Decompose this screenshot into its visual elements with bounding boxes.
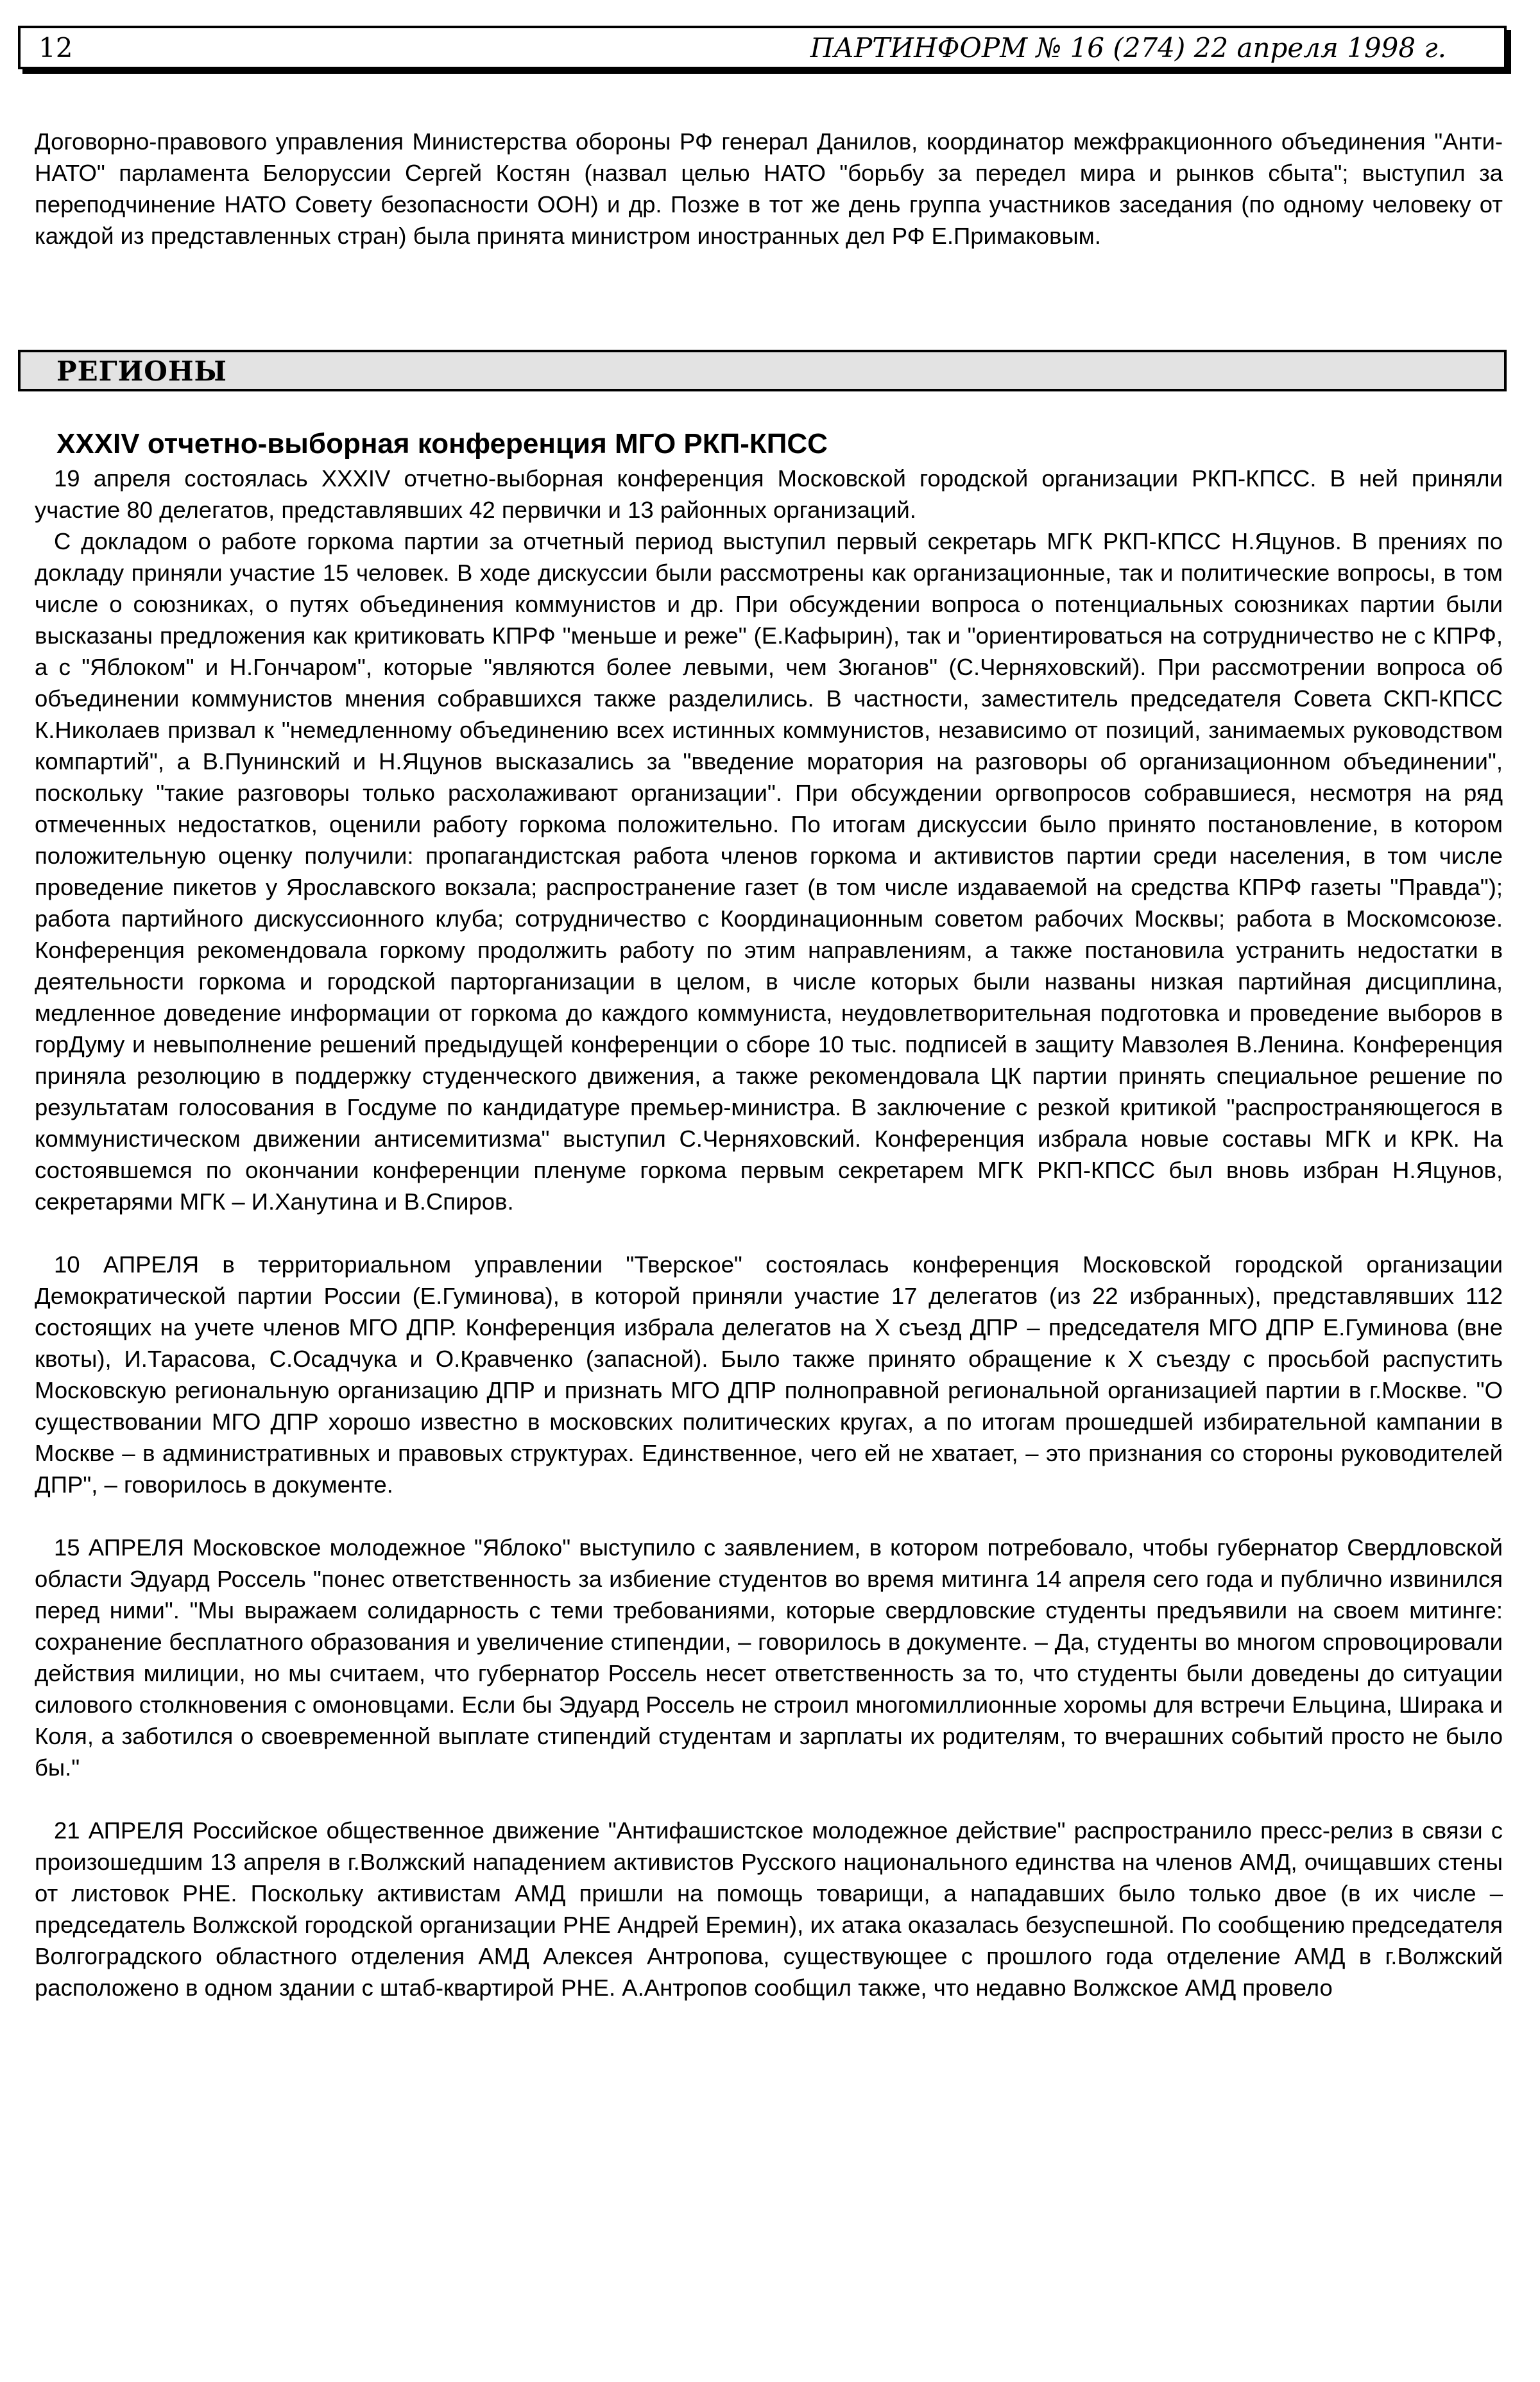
intro-paragraph: Договорно-правового управления Министерства обороны РФ генерал Данилов, координатор межфракционного объединения "Анти-НАТО" парламента Белоруссии Сергей Костян (назвал целью НАТО "борьбу за передел мира и рынков сбыта"; выступил за переподчинение НАТО Совету безопасности ООН) и др. Позже в тот же день группа участников заседания (по одному человеку от каждой из представленных стран) была принята министром иностранных дел РФ Е.Примаковым. (35, 128, 1503, 249)
issue-line: ПАРТИНФОРМ № 16 (274) 22 апреля 1998 г. (810, 32, 1446, 64)
section-title: РЕГИОНЫ (56, 356, 228, 387)
news-item: 15 АПРЕЛЯ Московское молодежное "Яблоко" выступило с заявлением, в котором потребовало, чтобы губернатор Свердловской области Эдуард Россель "понес ответственность за избиение студентов во время митинга 14 апреля сего года и публично извинился перед ними". "Мы выражаем солидарность с теми требованиями, которые свердловские студенты предъявили на своем митинге: сохранение бесплатного образования и увеличение стипендии, – говорилось в документе. – Да, студенты во многом спровоцировали действия милиции, но мы считаем, что губернатор Россель несет ответственность за то, что студенты были доведены до ситуации силового столкновения с омоновцами. Если бы Эдуард Россель не строил многомиллионные хоромы для встречи Ельцина, Ширака и Коля, а заботился о своевременной выплате стипендий студентам и зарплаты их родителям, то вчерашних событий просто не было бы." (35, 1534, 1503, 1781)
news-item: 21 АПРЕЛЯ Российское общественное движение "Антифашистское молодежное действие" распространило пресс-релиз в связи с произошедшим 13 апреля в г.Волжский нападением активистов Русского национального единства на членов АМД, очищавших стены от листовок РНЕ. Поскольку активистам АМД пришли на помощь товарищи, а нападавших было только двое (в их числе – председатель Волжской городской организации РНЕ Андрей Еремин), их атака оказалась безуспешной. По сообщению председателя Волгоградского областного отделения АМД Алексея Антропова, существующее с прошлого года отделение АМД в г.Волжский расположено в одном здании с штаб-квартирой РНЕ. А.Антропов сообщил также, что недавно Волжское АМД провело (35, 1817, 1503, 2001)
page-number: 12 (38, 32, 73, 64)
article-body (35, 463, 1503, 2003)
article-paragraph: С докладом о работе горкома партии за отчетный период выступил первый секретарь МГК РКП-КПСС Н.Яцунов. В прениях по докладу приняли участие 15 человек. В ходе дискуссии были рассмотрены как организационные, так и политические вопросы, в том числе о союзниках, о путях объединения коммунистов и др. При обсуждении вопроса о потенциальных союзниках партии были высказаны предложения как критиковать КПРФ "меньше и реже" (Е.Кафырин), так и "ориентироваться на сотрудничество не с КПРФ, а с "Яблоком" и Н.Гончаром", которые "являются более левыми, чем Зюганов" (С.Черняховский). При рассмотрении вопроса об объединении коммунистов мнения собравшихся также разделились. В частности, заместитель председателя Совета СКП-КПСС К.Николаев призвал к "немедленному объединению всех истинных коммунистов, независимо от позиций, занимаемых руководством компартий", а В.Пунинский и Н.Яцунов высказались за "введение моратория на разговоры об организационном объединении", поскольку "такие разговоры только расхолаживают организации". При обсуждении оргвопросов собравшиеся, несмотря на ряд отмеченных недостатков, оценили работу горкома положительно. По итогам дискуссии было принято постановление, в котором положительную оценку получили: пропагандистская работа членов горкома и активистов партии среди населения, в том числе проведение пикетов у Ярославского вокзала; распространение газет (в том числе издаваемой на средства КПРФ газеты "Правда"); работа партийного дискуссионного клуба; сотрудничество с Координационным советом рабочих Москвы; работа в Москомсоюзе. Конференция рекомендовала горкому продолжить работу по этим направлениям, а также постановила устранить недостатки в деятельности горкома и городской парторганизации в целом, в числе которых были названы низкая партийная дисциплина, медленное доведение информации от горкома до каждого коммуниста, неудовлетворительная подготовка и проведение выборов в горДуму и невыполнение решений предыдущей конференции о сборе 10 тыс. подписей в защиту Мавзолея В.Ленина. Конференция приняла резолюцию в поддержку студенческого движения, а также рекомендовала ЦК партии принять специальное решение по результатам голосования в Госдуме по кандидатуре премьер-министра. В заключение с резкой критикой "распространяющегося в коммунистическом движении антисемитизма" выступил С.Черняховский. Конференция избрала новые составы МГК и КРК. На состоявшемся по окончании конференции пленуме горкома первым секретарем МГК РКП-КПСС был вновь избран Н.Яцунов, секретарями МГК – И.Ханутина и В.Спиров. (35, 528, 1503, 1215)
intro-block (35, 126, 1503, 252)
news-item: 10 АПРЕЛЯ в территориальном управлении "Тверское" состоялась конференция Московской городской организации Демократической партии России (Е.Гуминова), в которой приняли участие 17 делегатов (из 22 избранных), представлявших 112 состоящих на учете членов МГО ДПР. Конференция избрала делегатов на X съезд ДПР – председателя МГО ДПР Е.Гуминова (вне квоты), И.Тарасова, С.Осадчука и О.Кравченко (запасной). Было также принято обращение к X съезду с просьбой распустить Московскую региональную организацию ДПР и признать МГО ДПР полноправной региональной организацией партии в г.Москве. "О существовании МГО ДПР хорошо известно в московских политических кругах, а по итогам прошедшей избирательной кампании в Москве – в административных и правовых структурах. Единственное, чего ей не хватает, – это признания со стороны руководителей ДПР", – говорилось в документе. (35, 1251, 1503, 1498)
page-header (18, 26, 1507, 69)
section-header (18, 350, 1507, 391)
article-paragraph: 19 апреля состоялась XXXIV отчетно-выборная конференция Московской городской организации РКП-КПСС. В ней приняли участие 80 делегатов, представлявших 42 первички и 13 районных организаций. (35, 465, 1503, 523)
article-title: XXXIV отчетно-выборная конференция МГО РКП-КПСС (56, 428, 828, 459)
